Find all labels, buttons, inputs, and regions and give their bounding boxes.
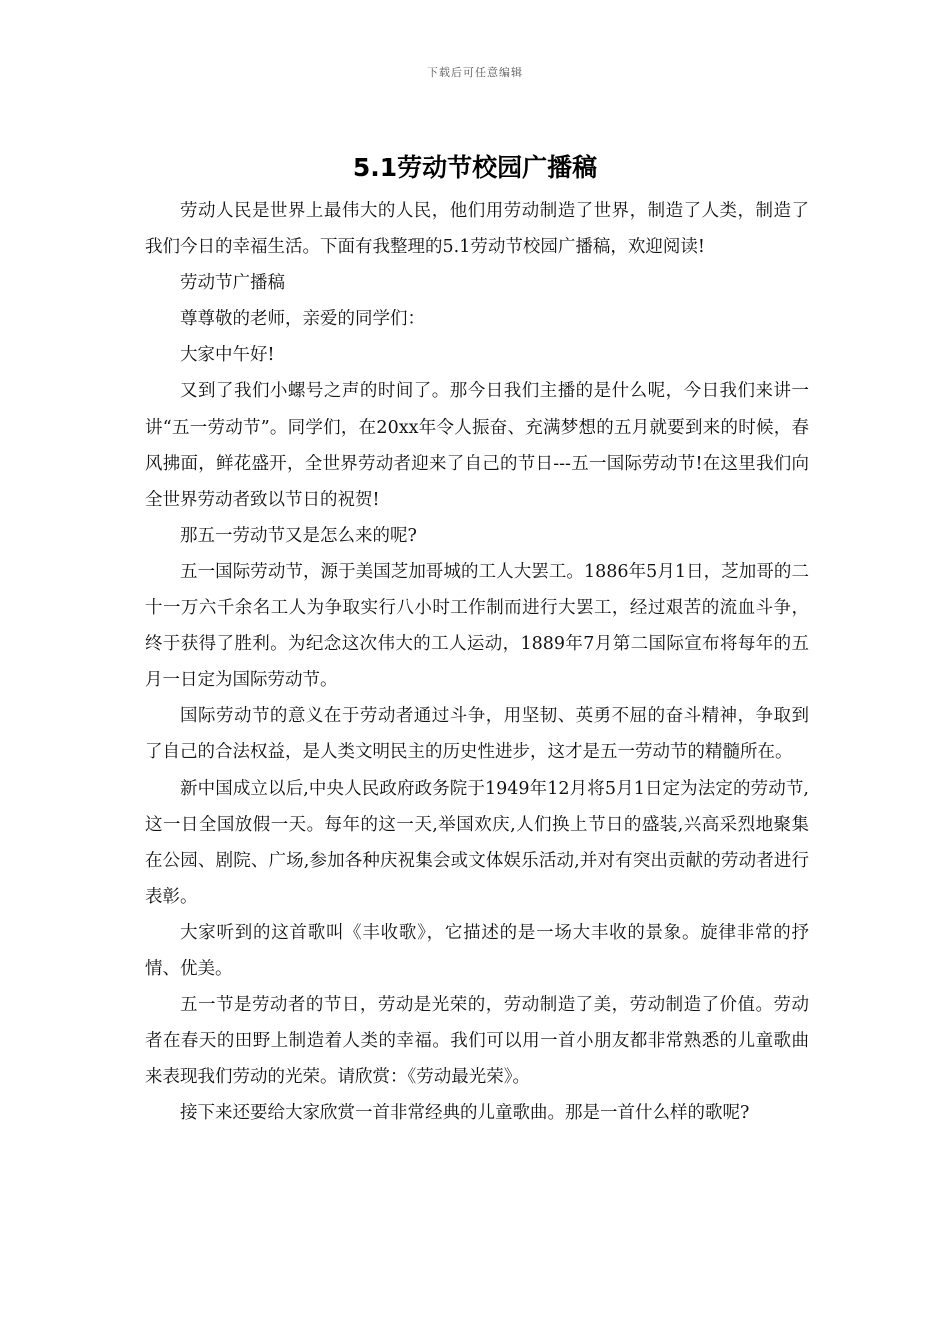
document-body xyxy=(145,193,809,1131)
paragraph: 劳动人民是世界上最伟大的人民，他们用劳动制造了世界，制造了人类，制造了我们今日的幸福生活。下面有我整理的5.1劳动节校园广播稿，欢迎阅读! xyxy=(145,201,809,258)
paragraph: 大家听到的这首歌叫《丰收歌》，它描述的是一场大丰收的景象。旋律非常的抒情、优美。 xyxy=(145,922,809,979)
paragraph: 大家中午好! xyxy=(180,345,275,366)
paragraph: 新中国成立以后,中央人民政府政务院于1949年12月将5月1日定为法定的劳动节,这一日全国放假一天。每年的这一天,举国欢庆,人们换上节日的盛装,兴高采烈地聚集在公园、剧院、广场,参加各种庆祝集会或文体娱乐活动,并对有突出贡献的劳动者进行表彰。 xyxy=(145,778,809,907)
document-title: 5.1劳动节校园广播稿 xyxy=(352,153,598,182)
paragraph: 尊尊敬的老师，亲爱的同学们： xyxy=(180,309,425,330)
paragraph: 劳动节广播稿 xyxy=(180,273,285,294)
header-note: 下载后可任意编辑 xyxy=(427,66,523,79)
paragraph: 那五一劳动节又是怎么来的呢? xyxy=(180,525,417,546)
paragraph: 五一节是劳动者的节日，劳动是光荣的，劳动制造了美，劳动制造了价值。劳动者在春天的田野上制造着人类的幸福。我们可以用一首小朋友都非常熟悉的儿童歌曲来表现我们劳动的光荣。请欣赏：《劳动最光荣》。 xyxy=(145,995,809,1088)
paragraph: 五一国际劳动节，源于美国芝加哥城的工人大罢工。1886年5月1日，芝加哥的二十一万六千余名工人为争取实行八小时工作制而进行大罢工，经过艰苦的流血斗争，终于获得了胜利。为纪念这次伟大的工人运动，1889年7月第二国际宣布将每年的五月一日定为国际劳动节。 xyxy=(145,561,809,691)
paragraph: 接下来还要给大家欣赏一首非常经典的儿童歌曲。那是一首什么样的歌呢? xyxy=(180,1103,750,1124)
paragraph: 又到了我们小螺号之声的时间了。那今日我们主播的是什么呢，今日我们来讲一讲“五一劳动节”。同学们，在20xx年令人振奋、充满梦想的五月就要到来的时候，春风拂面，鲜花盛开，全世界劳动者迎来了自己的节日---五一国际劳动节!在这里我们向全世界劳动者致以节日的祝贺! xyxy=(145,381,809,510)
paragraph: 国际劳动节的意义在于劳动者通过斗争，用坚韧、英勇不屈的奋斗精神，争取到了自己的合法权益，是人类文明民主的历史性进步，这才是五一劳动节的精髓所在。 xyxy=(145,706,809,763)
